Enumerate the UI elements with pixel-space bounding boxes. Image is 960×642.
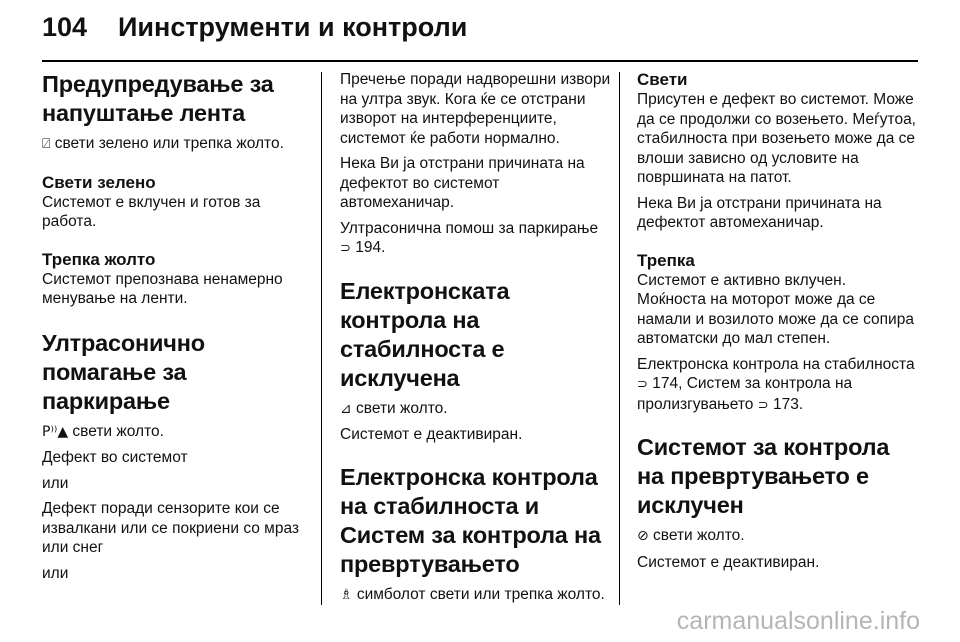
column-divider-1 (321, 72, 322, 605)
column-2 (340, 70, 612, 611)
page-reference-icon: ⊃ (757, 397, 769, 413)
mechanic-text: Нека Ви ја отстрани причината на дефектот во системот автомеханичар. (340, 155, 585, 211)
or-text-2: или (42, 564, 69, 582)
traction-control-off-icon: ⊘ (637, 528, 649, 544)
lit-mechanic-text: Нека Ви ја отстрани причината на дефектот автомеханичар. (637, 194, 882, 231)
column-divider-2 (619, 72, 620, 605)
lane-departure-desc: ⍁ свети зелено или трепка жолто. (42, 135, 284, 152)
flashing-heading: Трепка (637, 250, 695, 270)
esc-tcs-icon: ♗ (340, 586, 353, 603)
esc-off-icon: ⊿ (340, 400, 352, 417)
esc-tcs-heading: Електронска контрола на стабилноста и Систем за контрола на превртувањето (340, 463, 601, 577)
parking-assist-desc: P⁾⁾▲ свети жолто. (42, 422, 164, 440)
parking-assist-icon: P⁾⁾▲ (42, 423, 69, 440)
fault-text-1: Дефект во системот (42, 449, 188, 466)
esc-reference: Електронска контрола на стабилноста ⊃ 174, Систем за контрола на пролизгувањето ⊃ 173. (637, 355, 915, 413)
esc-off-heading: Електронската контрола на стабилноста е исклучена (340, 277, 510, 391)
traction-control-off-desc: ⊘ свети жолто. (637, 527, 745, 544)
lit-heading: Свети (637, 70, 688, 89)
running-title: Иинструменти и контроли (118, 12, 468, 42)
top-rule (42, 60, 918, 62)
lit-desc: Присутен е дефект во системот. Може да се продолжи со возењето. Меѓутоа, стабилноста при возењето може да се влоши зависно од условите на површината на патот. (637, 91, 916, 186)
esc-off-desc: ⊿ свети жолто. (340, 399, 448, 417)
parking-assist-heading: Ултрасонично помагање за паркирање (42, 329, 205, 414)
esc-deactivated-text: Системот е деактивиран. (340, 426, 523, 443)
esc-tcs-desc: ♗ симболот свети или трепка жолто. (340, 585, 605, 603)
interference-text: Пречење поради надворешни извори на ултра звук. Кога ќе се отстрани изворот на интерференциите, системот ќе работи нормално. (340, 71, 611, 147)
lane-departure-icon: ⍁ (42, 136, 51, 152)
page-reference-icon: ⊃ (340, 241, 351, 256)
lit-green-desc: Системот е вклучен и готов за работа. (42, 193, 261, 230)
column-1 (42, 70, 314, 589)
or-text-1: или (42, 474, 69, 492)
column-3 (637, 70, 919, 578)
page-reference-icon: ⊃ (637, 377, 648, 392)
watermark: carmanualsonline.info (676, 607, 920, 635)
lit-green-heading: Свети зелено (42, 172, 156, 192)
flashing-yellow-desc: Системот препознава ненамерно менување на ленти. (42, 270, 283, 307)
traction-control-off-heading: Системот за контрола на превртувањето е исклучен (637, 434, 890, 518)
lane-departure-heading: Предупредување за напуштање лента (42, 71, 274, 126)
flashing-yellow-heading: Трепка жолто (42, 249, 156, 269)
traction-deactivated-text: Системот е деактивиран. (637, 553, 820, 571)
parking-reference: Ултрасонична помош за паркирање ⊃ 194. (340, 219, 599, 256)
page-number: 104 (42, 12, 88, 42)
flashing-desc: Системот е активно вклучен. Моќноста на моторот може да се намали и возилото може да се сопира автоматски до мал степен. (637, 271, 914, 347)
fault-text-2: Дефект поради сензорите кои се извалкани или се покриени со мраз или снег (42, 500, 299, 556)
